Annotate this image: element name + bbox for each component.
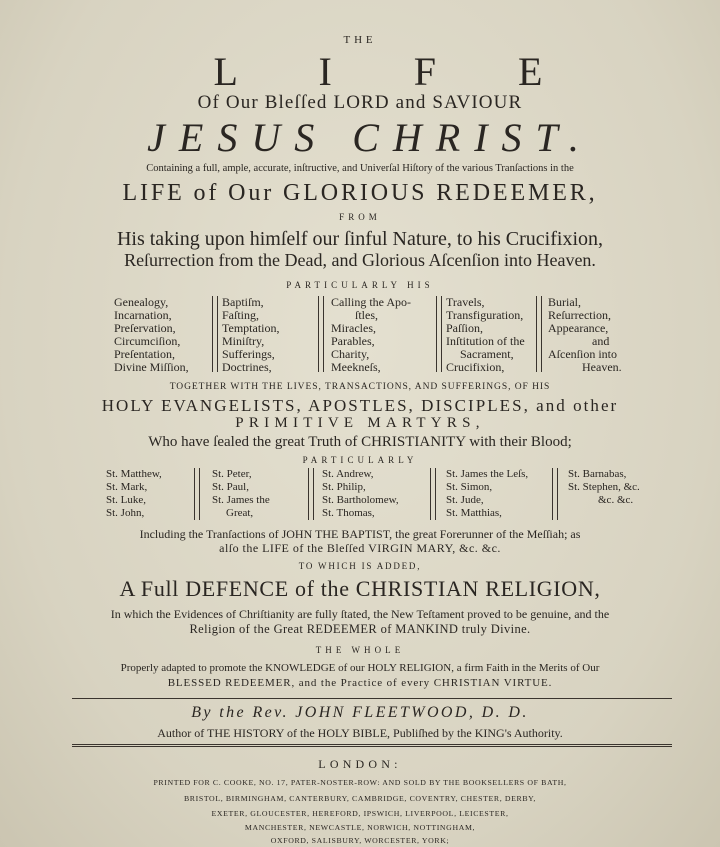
event-item: Parables, [331,334,375,348]
author-of-line: Author of THE HISTORY of the HOLY BIBLE, Publiſhed by the KING's Authority. [157,726,563,740]
saints-column-4 [446,468,528,520]
events-column-4 [446,296,525,374]
imprint-city: LONDON: [318,757,402,771]
saint-item: St. James the [212,494,270,506]
saint-item: Great, [226,507,254,519]
imprint-line-2: BRISTOL, BIRMINGHAM, CANTERBURY, CAMBRIDGE, COVENTRY, CHESTER, DERBY, [183,794,536,803]
event-item: Travels, [446,295,485,309]
event-item: Divine Miſſion, [114,360,189,374]
properly-line-2: BLESSED REDEEMER, and the Practice of every CHRISTIAN VIRTUE. [167,677,553,689]
our-blessed-line: Of Our Bleſſed LORD and SAVIOUR [197,92,523,113]
saints-column-5 [568,468,640,507]
event-item: Heaven. [582,360,622,374]
column-divider [436,296,442,372]
the-whole-label: THE WHOLE [315,645,405,655]
event-item: and [592,334,610,348]
saints-column-3 [322,468,399,520]
properly-line-1: Properly adapted to promote the KNOWLEDGE of our HOLY RELIGION, a firm Faith in the Merits of Our [120,662,600,674]
events-column-3 [331,296,411,374]
event-item: Genealogy, [114,295,169,309]
imprint-line-4: MANCHESTER, NEWCASTLE, NORWICH, NOTTINGHAM, [244,823,476,832]
author-line: By the Rev. JOHN FLEETWOOD, D. D. [191,704,529,721]
together-line: TOGETHER WITH THE LIVES, TRANSACTIONS, AND SUFFERINGS, OF HIS [169,382,551,392]
saint-item: St. Matthew, [106,468,162,480]
event-item: ſtles, [355,308,378,322]
events-column-2 [222,296,279,374]
event-item: Inſtitution of the [446,334,525,348]
event-item: Aſcenſion into [548,347,617,361]
imprint-line-3: EXETER, GLOUCESTER, HEREFORD, IPSWICH, LIVERPOOL, LEICESTER, [211,809,509,818]
column-divider [318,296,324,372]
saint-item: St. John, [106,507,145,519]
saints-column-2 [212,468,270,520]
saint-item: St. Jude, [446,494,484,506]
jesus-christ-heading: JESUS CHRIST. [147,115,593,160]
from-label: FROM [339,212,381,222]
event-item: Preſentation, [114,347,175,361]
full-defence-heading: A Full DEFENCE of the CHRISTIAN RELIGION, [119,576,601,601]
the-heading: THE [343,34,377,46]
events-column-1 [114,296,189,374]
column-divider [308,468,314,520]
holy-evangelists-line: HOLY EVANGELISTS, APOSTLES, DISCIPLES, and other [101,396,619,415]
life-of-redeemer-line: LIFE of Our GLORIOUS REDEEMER, [122,180,598,206]
saint-item: St. Mark, [106,481,148,493]
saint-item: &c. &c. [598,494,634,506]
saint-item: St. Matthias, [446,507,502,519]
event-item: Doctrines, [222,360,272,374]
event-item: Circumciſion, [114,334,181,348]
event-item: Incarnation, [114,308,172,322]
column-divider [552,468,558,520]
divider-double-rule [72,744,672,747]
primitive-martyrs-line: PRIMITIVE MARTYRS, [235,415,485,431]
saints-column-1 [106,468,162,520]
event-item: Preſervation, [114,321,176,335]
event-item: Sufferings, [222,347,275,361]
divider-rule [72,698,672,699]
imprint-line-1: PRINTED FOR C. COOKE, NO. 17, PATER-NOSTER-ROW: AND SOLD BY THE BOOKSELLERS OF BATH, [153,778,567,787]
to-which-label: TO WHICH IS ADDED, [298,561,422,571]
particularly-label: PARTICULARLY [302,455,418,465]
column-divider [194,468,200,520]
taking-line-1: His taking upon himſelf our ſinful Nature, to his Crucifixion, [116,228,604,250]
life-heading: L I F E [213,49,579,94]
particularly-his-label: PARTICULARLY HIS [286,280,434,290]
column-divider [212,296,218,372]
saint-item: St. Barnabas, [568,468,627,480]
event-item: Meekneſs, [331,360,381,374]
events-column-5 [548,296,622,374]
imprint-line-5: OXFORD, SALISBURY, WORCESTER, YORK; [270,836,450,845]
including-line-2: alſo the LIFE of the Bleſſed VIRGIN MARY, &c. &c. [219,541,501,555]
column-divider [536,296,542,372]
taking-line-2: Reſurrection from the Dead, and Glorious Aſcenſion into Heaven. [124,250,596,270]
saint-item: St. Luke, [106,494,147,506]
column-divider [430,468,436,520]
containing-line: Containing a full, ample, accurate, inſtructive, and Univerſal Hiſtory of the various Tranſactions in the [146,163,574,174]
who-have-line: Who have ſealed the great Truth of CHRISTIANITY with their Blood; [148,434,572,450]
event-item: Crucifixion, [446,360,505,374]
event-item: Transfiguration, [446,308,524,322]
including-line-1: Including the Tranſactions of JOHN THE BAPTIST, the great Forerunner of the Meſſiah; as [139,527,581,541]
event-item: Reſurrection, [548,308,611,322]
event-item: Baptiſm, [222,295,264,309]
event-item: Burial, [548,295,581,309]
event-item: Paſſion, [446,321,484,335]
evidences-line-2: Religion of the Great REDEEMER of MANKIND truly Divine. [189,622,531,636]
saint-item: St. James the Leſs, [446,468,529,480]
saint-item: St. Andrew, [322,468,374,480]
saint-item: St. Paul, [212,481,249,493]
event-item: Calling the Apo- [331,295,411,309]
event-item: Miracles, [331,321,376,335]
saint-item: St. Bartholomew, [322,494,399,506]
event-item: Sacrament, [460,347,514,361]
event-item: Faſting, [222,308,260,322]
event-item: Charity, [331,347,370,361]
event-item: Temptation, [222,321,280,335]
saint-item: St. Peter, [212,468,252,480]
evidences-line-1: In which the Evidences of Chriſtianity are fully ſtated, the New Teſtament proved to be genuine, and the [110,607,610,621]
saint-item: St. Philip, [322,481,366,493]
event-item: Appearance, [548,321,609,335]
event-item: Miniſtry, [222,334,265,348]
saint-item: St. Simon, [446,481,493,493]
saint-item: St. Stephen, &c. [568,481,640,493]
saint-item: St. Thomas, [322,507,375,519]
